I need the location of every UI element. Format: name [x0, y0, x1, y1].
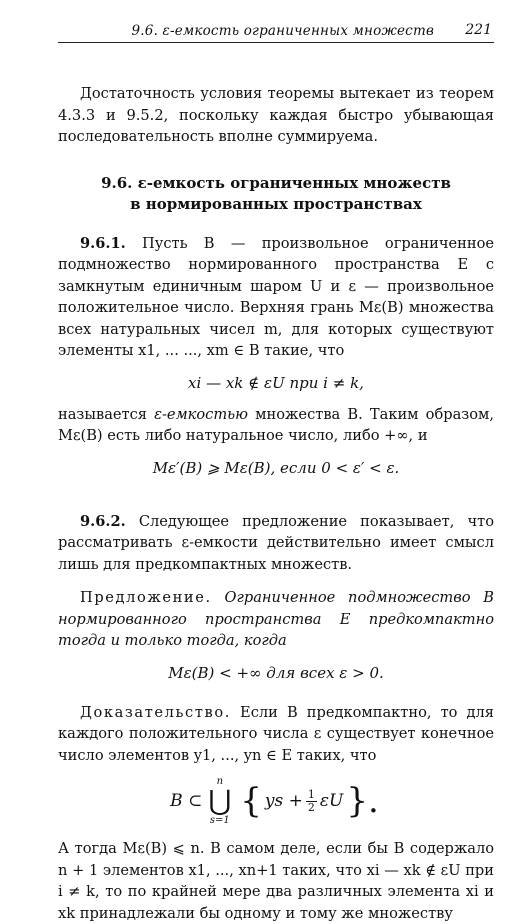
paragraph-9-6-1 — [58, 233, 494, 362]
proof-text: Если B предкомпактно, то для каждого положительного числа ε существует конечное число элементов y1, ..., yn ∈ E таких, что — [58, 703, 494, 764]
union-term: ys + — [264, 791, 303, 811]
paragraph-text: Следующее предложение показывает, что рассматривать ε-емкости действительно имеет смысл лишь для предкомпактных множеств. — [58, 512, 494, 573]
union-lower-limit: s=1 — [209, 815, 230, 826]
union-operator — [208, 776, 231, 826]
proof — [58, 702, 494, 767]
formula-finite: Mε(B) < +∞ для всех ε > 0. — [168, 663, 384, 682]
close-brace: }. — [346, 781, 379, 821]
page-number: 221 — [465, 22, 492, 38]
proof-label: Доказательство. — [80, 703, 231, 721]
union-symbol: ⋃ — [208, 784, 232, 817]
formula-union — [58, 776, 494, 826]
final-paragraph: А тогда Mε(B) ⩽ n. В самом деле, если бы B содержало n + 1 элементов x1, ..., xn+1 таких, что xi — xk ∉ εU при i ≠ k, то по крайней мере два различных элемента xi и xk принадлежали бы одному и тому же множеству — [58, 840, 494, 922]
union-term2: εU — [319, 791, 344, 811]
open-brace: { — [240, 781, 262, 821]
definition-after: множества B. Таким образом, Mε(B) есть либо натуральное число, либо +∞, и — [58, 405, 495, 444]
paragraph-label: 9.6.2. — [80, 512, 126, 530]
paragraph-9-6-2 — [58, 511, 494, 576]
paragraph-text: Пусть B — произвольное ограниченное подмножество нормированного пространства E с замкнутым единичным шаром U и ε — произвольное положительное число. Верхняя грань Mε(B) множества всех натуральных чисел m, для которых существуют элементы x1, ... ..., xm ∈ B такие, что — [58, 234, 494, 359]
section-title — [58, 173, 494, 215]
proposition-text: Ограниченное подмножество B нормированного пространства E предкомпактно тогда и только тогда, когда — [58, 589, 495, 649]
definition-term: ε-емкостью — [154, 405, 248, 423]
proposition — [58, 587, 494, 652]
definition-before: называется — [58, 405, 148, 423]
fraction — [306, 789, 317, 814]
paragraph-definition — [58, 404, 494, 447]
section-title-line1: 9.6. ε-емкость ограниченных множеств — [101, 173, 451, 192]
section-title-line2: в нормированных пространствах — [130, 194, 422, 213]
fraction-denominator: 2 — [307, 800, 315, 814]
book-page — [58, 22, 494, 924]
intro-paragraph: Достаточность условия теоремы вытекает из теорем 4.3.3 и 9.5.2, поскольку каждая быстро убывающая последовательность вполне суммируема. — [58, 85, 494, 145]
union-upper-limit: n — [216, 776, 224, 787]
proposition-label: Предложение. — [80, 589, 212, 606]
formula-monotonic: Mε′(B) ⩾ Mε(B), если 0 < ε′ < ε. — [152, 458, 400, 477]
running-header — [58, 22, 494, 43]
running-title: 9.6. ε-емкость ограниченных множеств — [131, 23, 434, 39]
union-left: B ⊂ — [170, 791, 203, 811]
paragraph-label: 9.6.1. — [80, 234, 126, 252]
fraction-numerator: 1 — [307, 787, 315, 801]
formula-distance: xi — xk ∉ εU при i ≠ k, — [188, 373, 364, 392]
